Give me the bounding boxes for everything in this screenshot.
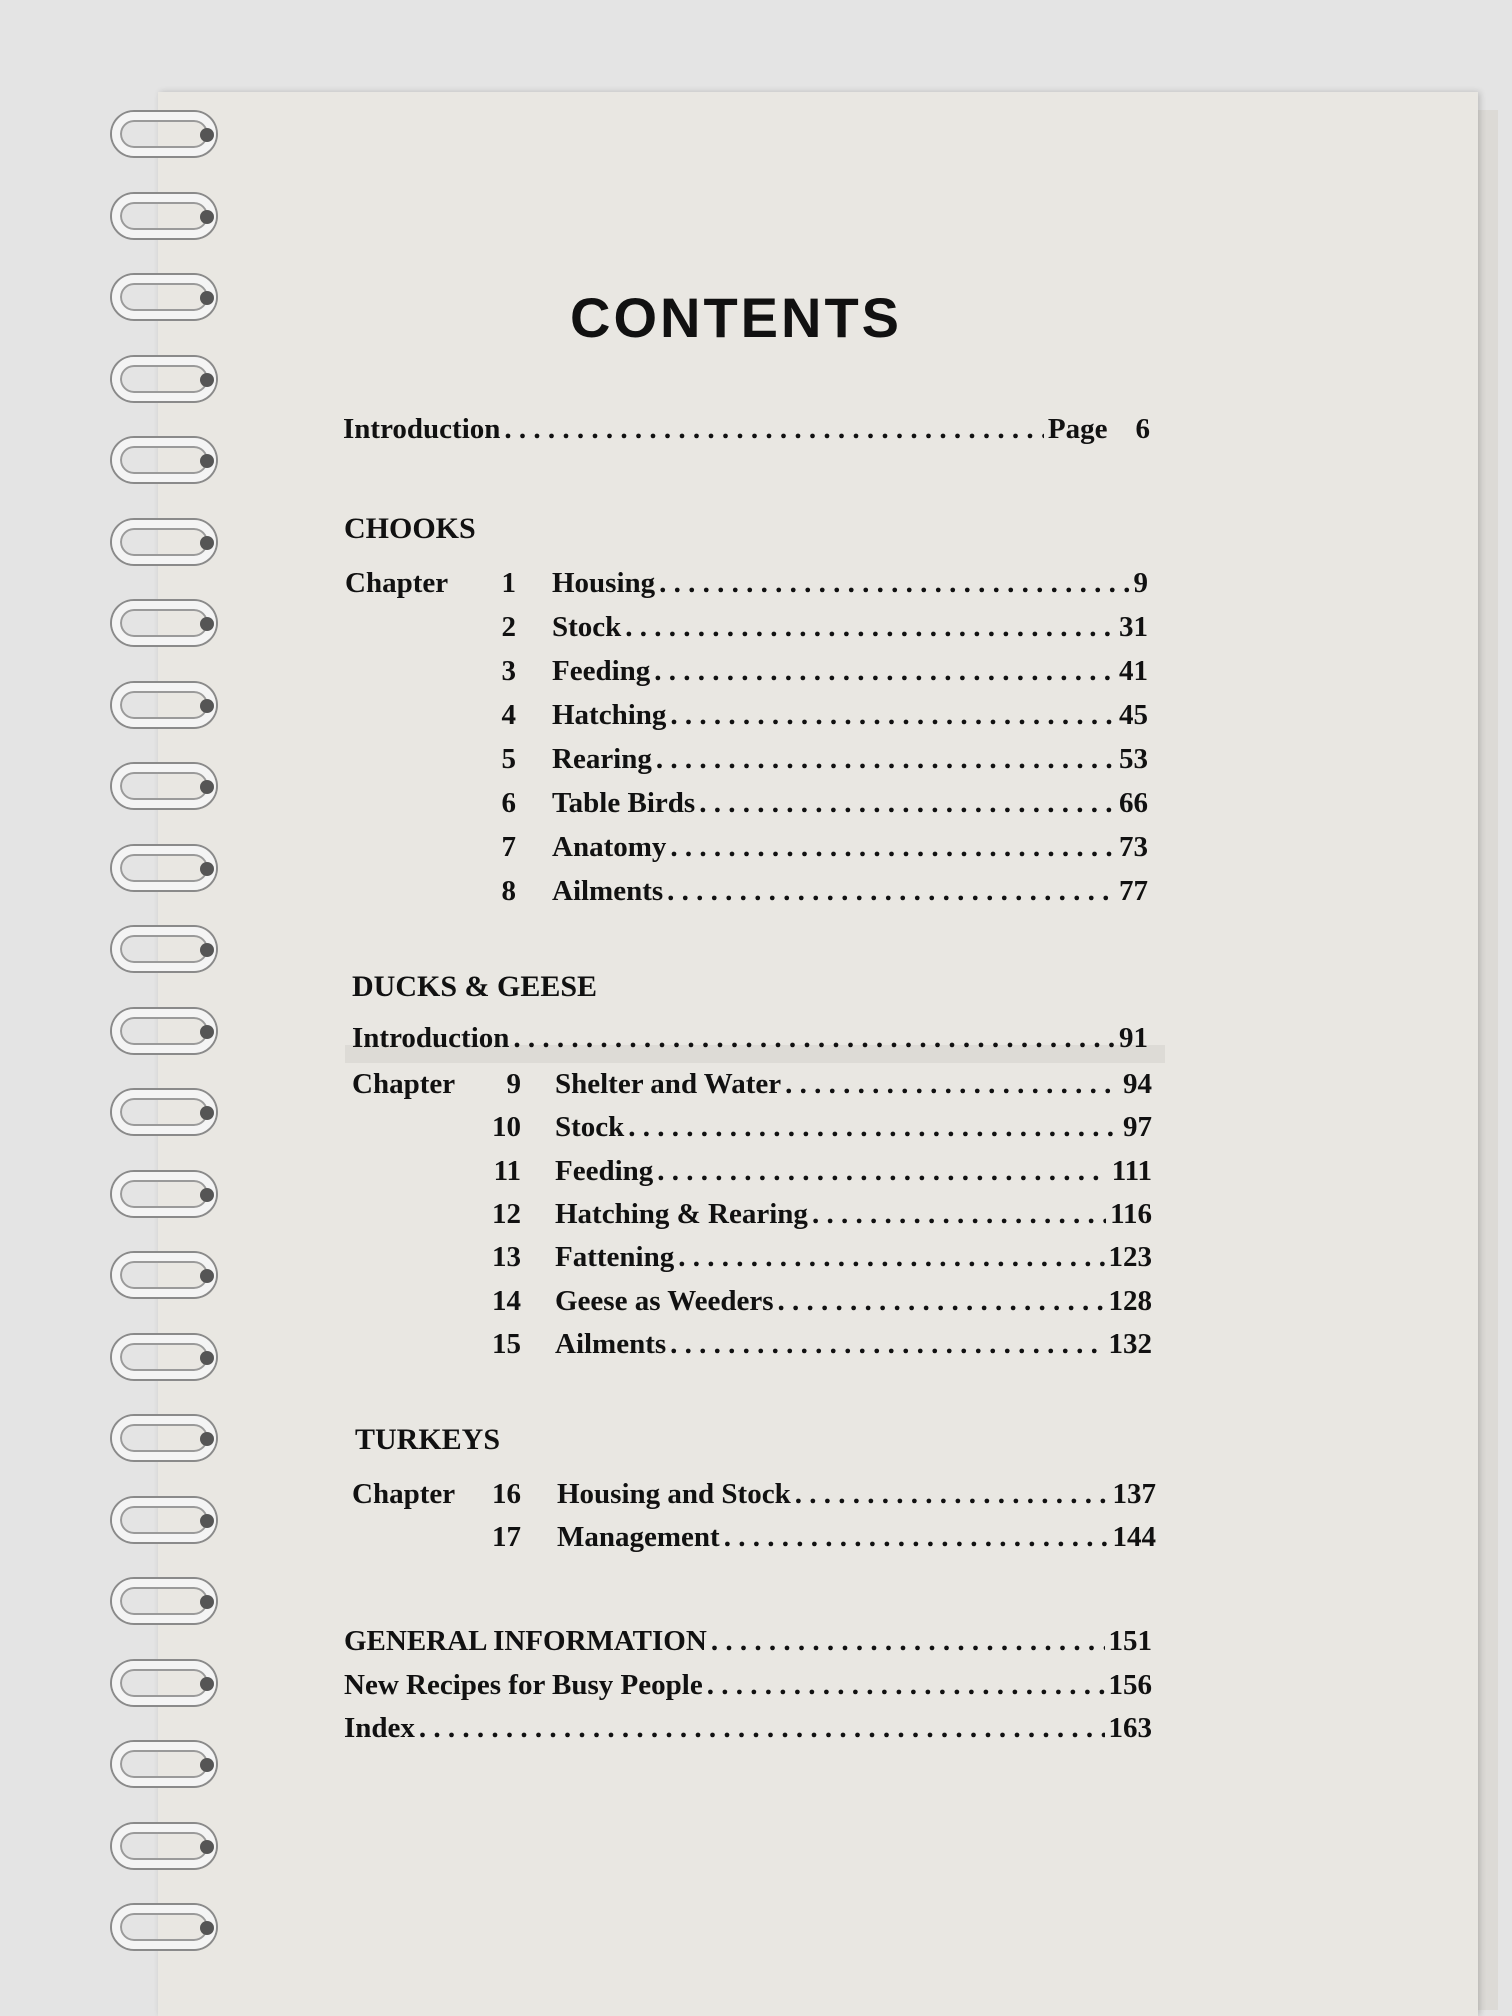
toc-label: Stock xyxy=(552,611,622,643)
punch-hole xyxy=(200,1921,214,1935)
toc-entry-row xyxy=(555,1068,1152,1108)
chapter-number: 14 xyxy=(492,1284,521,1317)
chapter-number: 6 xyxy=(501,787,516,819)
toc-page-number: 128 xyxy=(1108,1284,1152,1317)
toc-page-number: 94 xyxy=(1123,1068,1152,1100)
toc-label: Housing xyxy=(552,567,656,599)
toc-page-number: 123 xyxy=(1108,1241,1152,1274)
chapter-number: 3 xyxy=(501,655,516,687)
toc-label: Introduction xyxy=(352,1022,510,1054)
leader-dots xyxy=(657,1155,1107,1188)
section-heading-ducks-geese: DUCKS & GEESE xyxy=(352,970,598,1003)
section-heading-chooks: CHOOKS xyxy=(344,512,476,545)
leader-dots xyxy=(670,831,1115,864)
chapter-number: 4 xyxy=(501,699,516,731)
toc-label: Rearing xyxy=(552,743,652,775)
chapter-number: 16 xyxy=(492,1478,521,1510)
toc-label: Fattening xyxy=(555,1241,675,1274)
punch-hole xyxy=(200,943,214,957)
punch-hole xyxy=(200,1351,214,1365)
chapter-number: 7 xyxy=(501,831,516,863)
toc-entry-row xyxy=(552,699,1148,739)
chapter-number: 15 xyxy=(492,1327,521,1360)
chapter-number: 1 xyxy=(501,567,516,599)
chapter-number: 11 xyxy=(493,1154,521,1187)
toc-entry-row xyxy=(552,831,1148,871)
leader-dots xyxy=(625,611,1115,644)
punch-hole xyxy=(200,210,214,224)
toc-entry-row xyxy=(555,1328,1152,1368)
toc-label: Hatching xyxy=(552,699,667,731)
toc-label: Hatching & Rearing xyxy=(555,1197,808,1230)
chapter-number: 10 xyxy=(492,1111,521,1144)
leader-dots xyxy=(678,1241,1104,1274)
toc-page-number: 73 xyxy=(1119,831,1148,863)
toc-page-number: 163 xyxy=(1108,1712,1152,1744)
toc-label: Geese as Weeders xyxy=(555,1284,774,1317)
punch-hole xyxy=(200,1432,214,1446)
punch-hole xyxy=(200,1025,214,1039)
toc-label: Introduction xyxy=(343,413,501,445)
leader-dots xyxy=(785,1068,1119,1101)
toc-entry-row xyxy=(557,1478,1156,1518)
toc-entry-row xyxy=(555,1241,1152,1281)
punch-hole xyxy=(200,699,214,713)
leader-dots xyxy=(778,1285,1105,1318)
punch-hole xyxy=(200,862,214,876)
toc-page-number: 156 xyxy=(1108,1669,1152,1701)
toc-entry-row xyxy=(552,875,1148,915)
page-title: CONTENTS xyxy=(570,286,902,349)
toc-page-number: 137 xyxy=(1112,1478,1156,1510)
chapter-word: Chapter xyxy=(345,567,449,599)
toc-entry-row xyxy=(555,1155,1152,1195)
toc-label: Housing and Stock xyxy=(557,1478,791,1510)
chapter-word: Chapter xyxy=(352,1068,456,1100)
punch-hole xyxy=(200,128,214,142)
toc-label: GENERAL INFORMATION xyxy=(344,1625,707,1657)
toc-page-number: 66 xyxy=(1119,787,1148,819)
leader-dots xyxy=(513,1022,1115,1055)
leader-dots xyxy=(659,567,1129,600)
punch-hole xyxy=(200,780,214,794)
punch-hole xyxy=(200,1106,214,1120)
leader-dots xyxy=(667,875,1115,908)
toc-label: Anatomy xyxy=(552,831,667,863)
toc-label: Stock xyxy=(555,1111,625,1144)
toc-entry-row xyxy=(555,1111,1152,1151)
toc-ducks-intro-row xyxy=(352,1022,1148,1062)
toc-label: New Recipes for Busy People xyxy=(344,1669,703,1701)
toc-page-number: 111 xyxy=(1111,1154,1152,1187)
toc-page-number: 132 xyxy=(1108,1327,1152,1360)
toc-entry-row xyxy=(552,567,1148,607)
leader-dots xyxy=(654,655,1115,688)
toc-page-number: 6 xyxy=(1135,413,1150,445)
toc-entry-row xyxy=(555,1285,1152,1325)
toc-page-number: 144 xyxy=(1112,1521,1156,1553)
punch-hole xyxy=(200,536,214,550)
toc-page-number: 116 xyxy=(1110,1197,1152,1230)
toc-label: Table Birds xyxy=(552,787,696,819)
chapter-number: 13 xyxy=(492,1241,521,1274)
leader-dots xyxy=(504,413,1044,446)
toc-entry-row xyxy=(555,1198,1152,1238)
toc-page-number: 9 xyxy=(1133,567,1148,599)
chapter-number: 8 xyxy=(501,875,516,907)
toc-page-number: 91 xyxy=(1119,1022,1148,1054)
toc-entry-row xyxy=(552,787,1148,827)
page-edge xyxy=(1478,110,1498,2010)
toc-page-number: 41 xyxy=(1119,655,1148,687)
toc-page-number: 45 xyxy=(1119,699,1148,731)
leader-dots xyxy=(724,1521,1109,1554)
toc-entry-row xyxy=(552,611,1148,651)
leader-dots xyxy=(812,1198,1106,1231)
toc-page-number: 151 xyxy=(1108,1625,1152,1657)
punch-hole xyxy=(200,1840,214,1854)
punch-hole xyxy=(200,1514,214,1528)
toc-page-number: 53 xyxy=(1119,743,1148,775)
punch-hole xyxy=(200,1188,214,1202)
toc-label: Feeding xyxy=(552,655,651,687)
leader-dots xyxy=(670,1328,1104,1361)
punch-hole xyxy=(200,1758,214,1772)
punch-hole xyxy=(200,1677,214,1691)
toc-page-number: 77 xyxy=(1119,875,1148,907)
punch-hole xyxy=(200,1269,214,1283)
chapter-word: Chapter xyxy=(352,1478,456,1510)
toc-label: Feeding xyxy=(555,1154,654,1187)
chapter-number: 17 xyxy=(492,1521,521,1553)
toc-label: Ailments xyxy=(555,1327,667,1360)
punch-hole xyxy=(200,1595,214,1609)
toc-label: Management xyxy=(557,1521,720,1553)
leader-dots xyxy=(795,1478,1109,1511)
toc-entry-row xyxy=(552,743,1148,783)
punch-hole xyxy=(200,373,214,387)
toc-page-number: 31 xyxy=(1119,611,1148,643)
toc-general-row xyxy=(344,1625,1152,1665)
punch-hole xyxy=(200,291,214,305)
toc-intro-row xyxy=(343,413,1150,453)
toc-entry-row xyxy=(557,1521,1156,1561)
leader-dots xyxy=(670,699,1115,732)
leader-dots xyxy=(699,787,1115,820)
chapter-number: 5 xyxy=(501,743,516,775)
chapter-number: 12 xyxy=(492,1197,521,1230)
toc-page-number: 97 xyxy=(1123,1111,1152,1144)
punch-hole xyxy=(200,617,214,631)
leader-dots xyxy=(628,1111,1119,1144)
leader-dots xyxy=(656,743,1115,776)
leader-dots xyxy=(711,1625,1105,1658)
toc-label: Index xyxy=(344,1712,415,1744)
chapter-number: 2 xyxy=(501,611,516,643)
punch-hole xyxy=(200,454,214,468)
toc-entry-row xyxy=(552,655,1148,695)
section-heading-turkeys: TURKEYS xyxy=(355,1423,501,1456)
toc-general-row xyxy=(344,1712,1152,1752)
chapter-number: 9 xyxy=(506,1068,521,1100)
leader-dots xyxy=(419,1712,1105,1745)
page-word: Page xyxy=(1047,413,1108,445)
toc-label: Ailments xyxy=(552,875,664,907)
leader-dots xyxy=(707,1669,1105,1702)
toc-general-row xyxy=(344,1669,1152,1709)
toc-label: Shelter and Water xyxy=(555,1068,782,1100)
